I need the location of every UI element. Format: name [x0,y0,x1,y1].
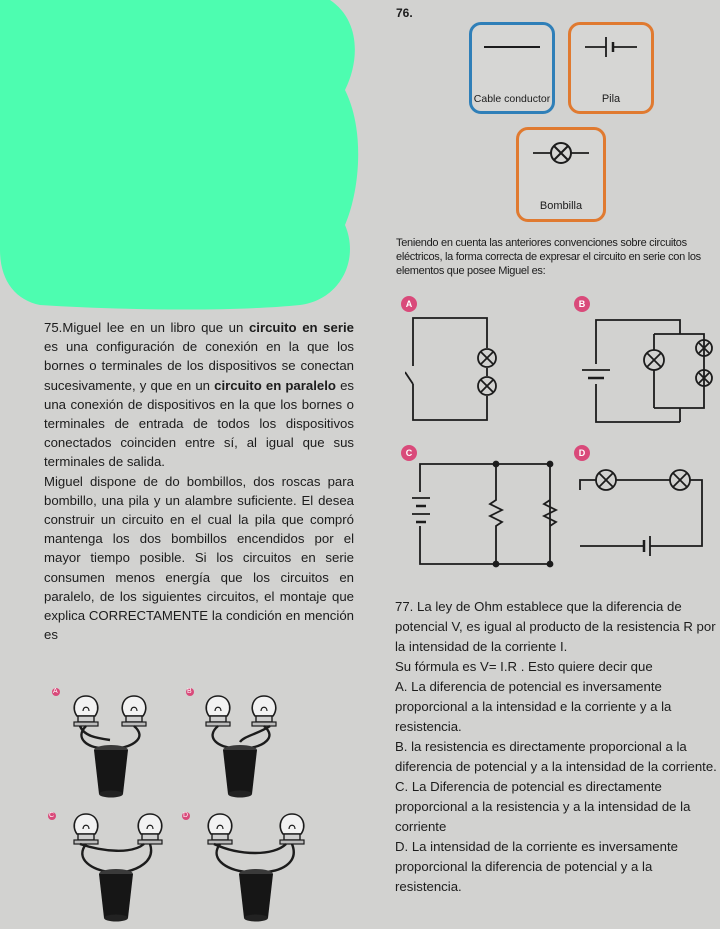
bulb-label: Bombilla [539,200,583,212]
wire-symbol [482,37,542,57]
q75-option-a-label[interactable]: A [53,688,58,695]
q75-body: Miguel dispone de do bombillos, dos roscas para bombillo, una pila y un alambre suficiente. El desea construir un circuito en el cual la pila que compró mantenga los dos bombillos encendidos por el mayor tiempo posible. Si los circuitos en serie consumen menos energía que los circuitos en paralelo, de los siguientes circuitos, el montaje que explica CORRECTAMENTE la condición en mención es [44,473,354,643]
q77-option-a[interactable]: A. La diferencia de potencial es inversamente proporcional a la intensidad e la corriente y a la resistencia. [395,679,672,734]
montage-illustrations [44,680,330,924]
q76-prompt: Teniendo en cuenta las anteriores convenciones sobre circuitos eléctricos, la forma correcta de expresar el circuito en serie con los elementos que posee Miguel es: [396,237,701,277]
wire-label: Cable conductor [473,93,551,105]
q75-options-panel [44,680,330,924]
legend-battery [568,22,654,114]
bulb-symbol [529,138,593,168]
q75-term-series: circuito en serie [248,320,354,335]
q76-option-a-badge[interactable]: A [401,296,417,312]
q75-intro-start: 75.Miguel lee en un libro que un [44,320,249,335]
battery-label: Pila [601,93,621,105]
legend-bulb [516,127,606,222]
q77-option-d[interactable]: D. La intensidad de la corriente es inversamente proporcional la diferencia de potencial y a la resistencia. [395,839,678,894]
q77-text [395,597,720,897]
q77-option-c[interactable]: C. La Diferencia de potencial es directamente proporcional a la resistencia y a la intensidad de la corriente [395,779,691,834]
q77-stem-2: Su fórmula es V= I.R . Esto quiere decir que [395,659,653,674]
q76-number: 76. [396,6,413,20]
battery-symbol [581,31,641,63]
q76-option-d-badge[interactable]: D [574,445,590,461]
q75-option-b-label[interactable]: B [187,688,192,695]
circuit-b-diagram[interactable] [574,312,714,430]
q77-option-b[interactable]: B. la resistencia es directamente proporcional a la diferencia de potencial y a la intensidad de la corriente. [395,739,717,774]
q75-text [44,318,354,644]
redaction-blob [0,0,380,312]
q76-option-b-badge[interactable]: B [574,296,590,312]
circuit-d-diagram[interactable] [574,460,714,570]
q75-intro-mid: es una configuración de conexión en la que los bornes o terminales de los dispositivos se conectan sucesivamente, y que en un [44,339,354,393]
q75-intro-end: es una conexión de dispositivos en la que los bornes o terminales de entrada de todos los dispositivos conectados coinciden entre sí, al igual que sus terminales de salida. [44,377,354,470]
legend-wire [469,22,555,114]
q77-stem-1: 77. La ley de Ohm establece que la diferencia de potencial V, es igual al producto de la resistencia R por la intensidad de la corriente I. [395,599,716,654]
circuit-a-diagram[interactable] [405,312,505,424]
circuit-c-diagram[interactable] [412,460,562,570]
q76-option-c-badge[interactable]: C [401,445,417,461]
q75-option-c-label[interactable]: C [49,812,55,819]
q75-option-d-label[interactable]: D [183,812,189,819]
q75-term-parallel: circuito en paralelo [214,377,336,393]
